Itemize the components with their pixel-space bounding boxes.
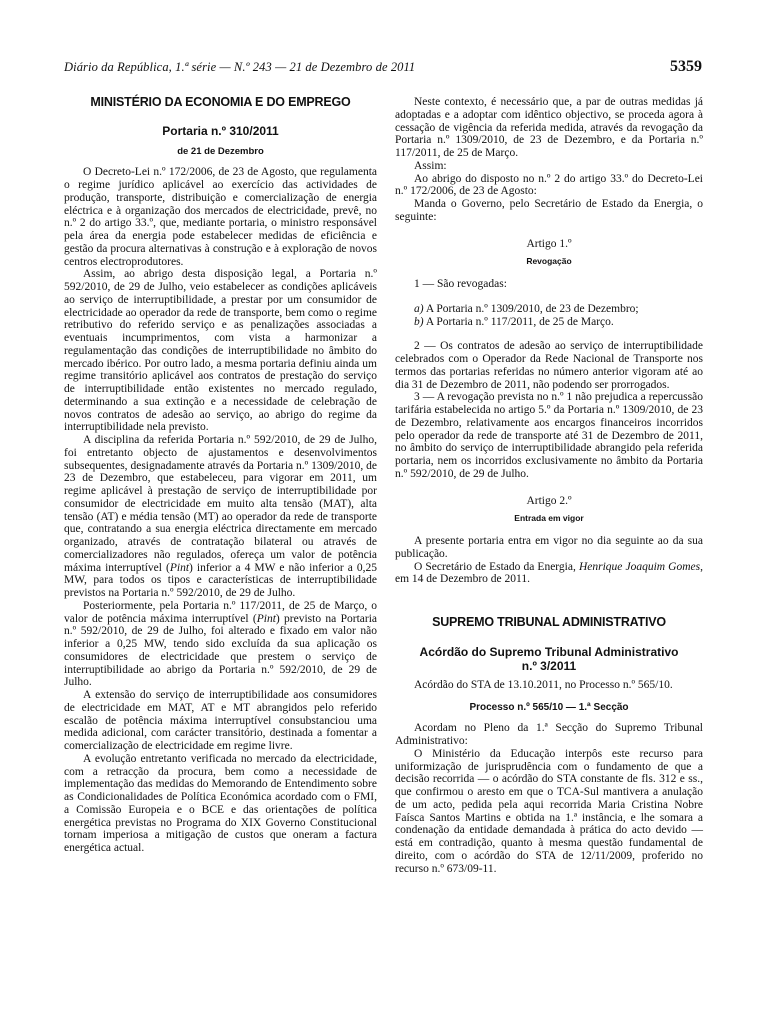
list-label: a) [414, 302, 424, 315]
paragraph: Manda o Governo, pelo Secretário de Estado da Energia, o seguinte: [395, 198, 703, 223]
paragraph-text: ) previsto na Portaria n.º 592/2010, de 29 de Julho, foi alterado e fixado em valor não inferior a 0,25 MW, tendo sido excluída da sua aplicação os consumidores de electricidade que prestem o serviço de interruptibilidade ao abrigo da Portaria n.º 592/2010, de 29 de Julho. [64, 612, 377, 689]
artigo-1-subtitle: Revogação [526, 256, 572, 267]
list-item [395, 316, 703, 329]
paragraph-text: Posteriormente, pela Portaria n.º 117/2011, de 25 de Março, o valor de potência máxima interruptível ( [64, 599, 377, 625]
paragraph: Acordam no Pleno da 1.ª Secção do Supremo Tribunal Administrativo: [395, 722, 703, 747]
artigo-2-title: Artigo 2.º [526, 494, 572, 507]
pint-term: Pint [169, 561, 190, 574]
paragraph: O Decreto-Lei n.º 172/2006, de 23 de Agosto, que regulamenta o regime jurídico aplicável ao exercício das actividades de produção, transporte, distribuição e comercialização de energia eléctrica e à organização dos mercados de electricidade, prevê, no n.º 2 do artigo 33.º, que, mediante portaria, o ministro responsável pela área da energia pode estabelecer medidas de eficiência e gestão da procura alternativas à construção e à exploração de novos centros electroprodutores. [64, 166, 377, 268]
signature-line [395, 561, 703, 587]
paragraph: 2 — Os contratos de adesão ao serviço de interruptibilidade celebrados com o Operador da Rede Nacional de Transporte nos termos das portarias referidas no número anterior vigoram até ao dia 31 de Dezembro de 2011, não podendo ser prorrogados. [395, 340, 703, 391]
portaria-date: de 21 de Dezembro [177, 145, 264, 157]
paragraph: Ao abrigo do disposto no n.º 2 do artigo 33.º do Decreto-Lei n.º 172/2006, de 23 de Agosto: [395, 172, 703, 198]
list-text: A Portaria n.º 1309/2010, de 23 de Dezembro; [423, 302, 639, 315]
list-text: A Portaria n.º 117/2011, de 25 de Março. [423, 315, 614, 328]
paragraph-text: ) inferior a 4 MW e não inferior a 0,25 MW, para todos os tipos e características de interruptibilidade previstos na Portaria n.º 592/2010, de 29 de Julho. [64, 561, 377, 599]
ministry-heading: MINISTÉRIO DA ECONOMIA E DO EMPREGO [90, 95, 351, 109]
left-column [64, 96, 377, 855]
artigo-2-subtitle: Entrada em vigor [514, 513, 584, 524]
paragraph [64, 600, 377, 689]
paragraph-text: A disciplina da referida Portaria n.º 592/2010, de 29 de Julho, foi entretanto objecto de ajustamentos e desenvolvimentos subsequentes, designadamente através da Portaria n.º 1309/2010, de 23 de Dezembro, que estabeleceu, para vigorar em 2011, um regime aplicável à prestação de serviço de interruptibilidade por consumidor de electricidade em muito alta tensão (MAT), alta tensão (AT) e média tensão (MT) ao operador da rede de transporte que, contratando a sua energia eléctrica directamente em mercado organizado, através de contratação bilateral ou através de comercializadores não regulados, ofereça um valor de potência máxima interruptível ( [64, 434, 377, 574]
journal-title: Diário da República, 1.ª série — N.º 243 — 21 de Dezembro de 2011 [64, 60, 416, 74]
page-header [64, 58, 702, 80]
paragraph: Assim, ao abrigo desta disposição legal, a Portaria n.º 592/2010, de 29 de Julho, veio estabelecer as condições aplicáveis ao serviço de interruptibilidade, a prestar por um consumidor de electricidade ao operador da rede de transporte, bem como o regime retributivo do referido serviço e as penalizações associadas a eventuais incumprimentos, com vista a harmonizar a regulamentação das condições de interruptibilidade no âmbito do mercado ibérico. Por outro lado, a mesma portaria definiu ainda um regime transitório aplicável aos contratos de prestação do serviço de interruptibilidade então existentes no mercado regulado, determinando a sua extinção e a necessidade de celebração de novos contratos de adesão ao serviço, ao abrigo do regime da interruptibilidade nela previsto. [64, 268, 377, 434]
spacer [395, 328, 703, 340]
list-item [395, 303, 703, 316]
paragraph: A evolução entretanto verificada no mercado da electricidade, com a retracção da procura, bem como a necessidade de implementação das medidas do Memorando de Entendimento sobre as Condicionalidades de Política Económica acordado com o FMI, a Comissão Europeia e o BCE e das orientações de política energética previstas no Programa do XIX Governo Constitucional tornam imperiosa a mitigação de custos que oneram a factura energética actual. [64, 752, 377, 854]
acordao-title [395, 645, 703, 673]
paragraph: 1 — São revogadas: [414, 278, 507, 290]
paragraph: A presente portaria entra em vigor no dia seguinte ao da sua publicação. [395, 535, 703, 560]
acordao-reference: Acórdão do STA de 13.10.2011, no Processo n.º 565/10. [414, 678, 673, 691]
paragraph: A extensão do serviço de interruptibilidade aos consumidores de electricidade em MAT, AT e MT abrangidos pelo referido escalão de potência máxima interruptível consubstanciou uma medida adicional, com carácter transitório, destinada a fomentar a comercialização de electricidade em regime livre. [64, 689, 377, 752]
acordao-title-line: Acórdão do Supremo Tribunal Administrativo [419, 644, 679, 659]
paragraph: O Ministério da Educação interpôs este recurso para uniformização de jurisprudência com o fundamento de que a decisão recorrida — o acórdão do STA constante de fls. 312 e ss., que confirmou o aresto em que o TCA-Sul mantivera a anulação de um acto, pedida pela aqui recorrida Maria Cristina Nobre Faísca Santos Martins e obtida na 1.ª instância, e lhe somara a condenação da entidade demandada à prática do acto devido — está em contradição, quanto à mesma questão fundamental de direito, com o acórdão do STA de 12/11/2009, proferido no recurso n.º 673/09-11. [395, 747, 703, 875]
list-label: b) [414, 315, 424, 328]
processo-heading: Processo n.º 565/10 — 1.ª Secção [469, 701, 629, 713]
paragraph: Neste contexto, é necessário que, a par de outras medidas já adoptadas e a adoptar com idêntico objectivo, se proceda agora à cessação de vigência da referida medida, através da revogação da Portaria n.º 1309/2010, de 23 de Dezembro, e da Portaria n.º 117/2011, de 25 de Março. [395, 96, 703, 159]
signature-prefix: O Secretário de Estado da Energia, [414, 560, 579, 573]
page-number: 5359 [670, 58, 702, 75]
acordao-number: n.º 3/2011 [521, 658, 577, 673]
paragraph: 3 — A revogação prevista no n.º 1 não prejudica a repercussão tarifária estabelecida no artigo 5.º da Portaria n.º 1309/2010, de 23 de Dezembro, relativamente aos encargos financeiros incorridos pelo operador da rede de transporte até 31 de Dezembro de 2011, no âmbito do serviço de interruptibilidade abrangido pela referida portaria, nem os incorridos exclusivamente no âmbito da Portaria n.º 592/2010, de 29 de Julho. [395, 391, 703, 480]
signature-date: , em 14 de Dezembro de 2011. [395, 560, 703, 586]
right-column [395, 96, 703, 875]
signatory-name: Henrique Joaquim Gomes [578, 560, 701, 573]
paragraph [64, 434, 377, 600]
paragraph: Assim: [414, 159, 447, 172]
pint-term: Pint [256, 612, 276, 625]
spacer [395, 291, 703, 303]
artigo-1-title: Artigo 1.º [526, 237, 572, 250]
court-heading: SUPREMO TRIBUNAL ADMINISTRATIVO [432, 615, 666, 629]
portaria-title: Portaria n.º 310/2011 [162, 123, 279, 138]
